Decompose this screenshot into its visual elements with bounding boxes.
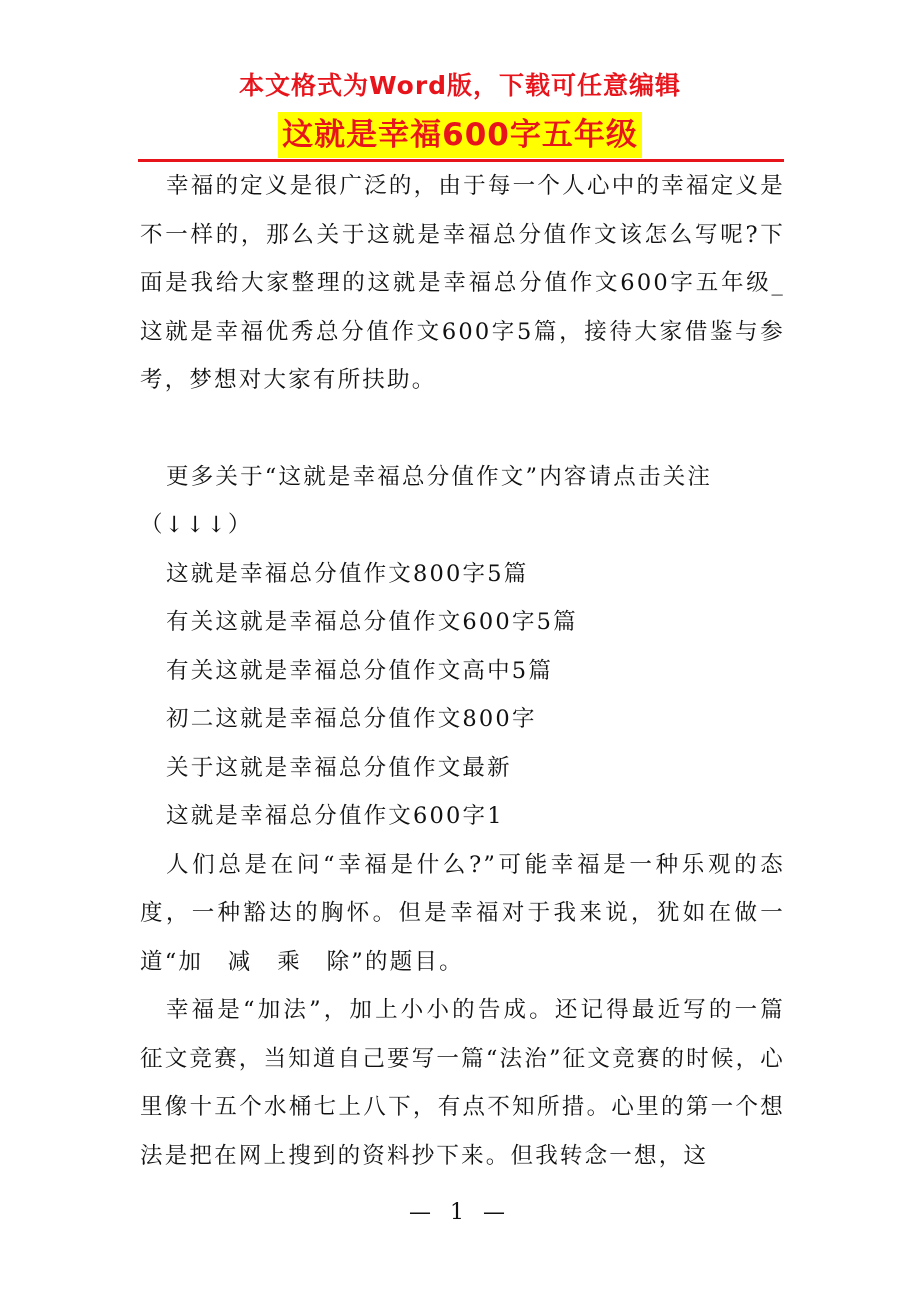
intro-paragraph: 幸福的定义是很广泛的，由于每一个人心中的幸福定义是不一样的，那么关于这就是幸福总分值作文该怎么写呢?下面是我给大家整理的这就是幸福总分值作文600字五年级_这就是幸福优秀总分值作文600字5篇，接待大家借鉴与参考，梦想对大家有所扶助。 <box>140 173 785 393</box>
title-wrap <box>0 112 920 158</box>
related-link[interactable]: 有关这就是幸福总分值作文600字5篇 <box>166 609 578 635</box>
document-title: 这就是幸福600字五年级 <box>278 112 642 158</box>
format-notice: 本文格式为Word版，下载可任意编辑 <box>238 71 682 100</box>
related-link[interactable]: 初二这就是幸福总分值作文800字 <box>166 706 537 732</box>
arrows-indicator: （↓↓↓） <box>140 512 253 538</box>
related-link[interactable]: 关于这就是幸福总分值作文最新 <box>166 754 512 781</box>
related-link[interactable]: 有关这就是幸福总分值作文高中5篇 <box>166 657 554 684</box>
body-paragraph: 幸福是“加法”，加上小小的告成。还记得最近写的一篇征文竞赛，当知道自己要写一篇“法治”征文竞赛的时候，心里像十五个水桶七上八下，有点不知所措。心里的第一个想法是把在网上搜到的资料抄下来。但我转念一想，这 <box>140 997 785 1169</box>
related-link[interactable]: 这就是幸福总分值作文800字5篇 <box>166 560 529 587</box>
document-body <box>140 162 785 1180</box>
body-paragraph: 人们总是在问“幸福是什么?”可能幸福是一种乐观的态度，一种豁达的胸怀。但是幸福对于我来说，犹如在做一道“加 减 乘 除”的题目。 <box>140 851 785 975</box>
related-link[interactable]: 这就是幸福总分值作文600字1 <box>166 803 504 829</box>
page-number: — 1 — <box>409 1200 511 1225</box>
blank-line <box>140 405 785 453</box>
more-label: 更多关于“这就是幸福总分值作文”内容请点击关注 <box>166 463 713 490</box>
